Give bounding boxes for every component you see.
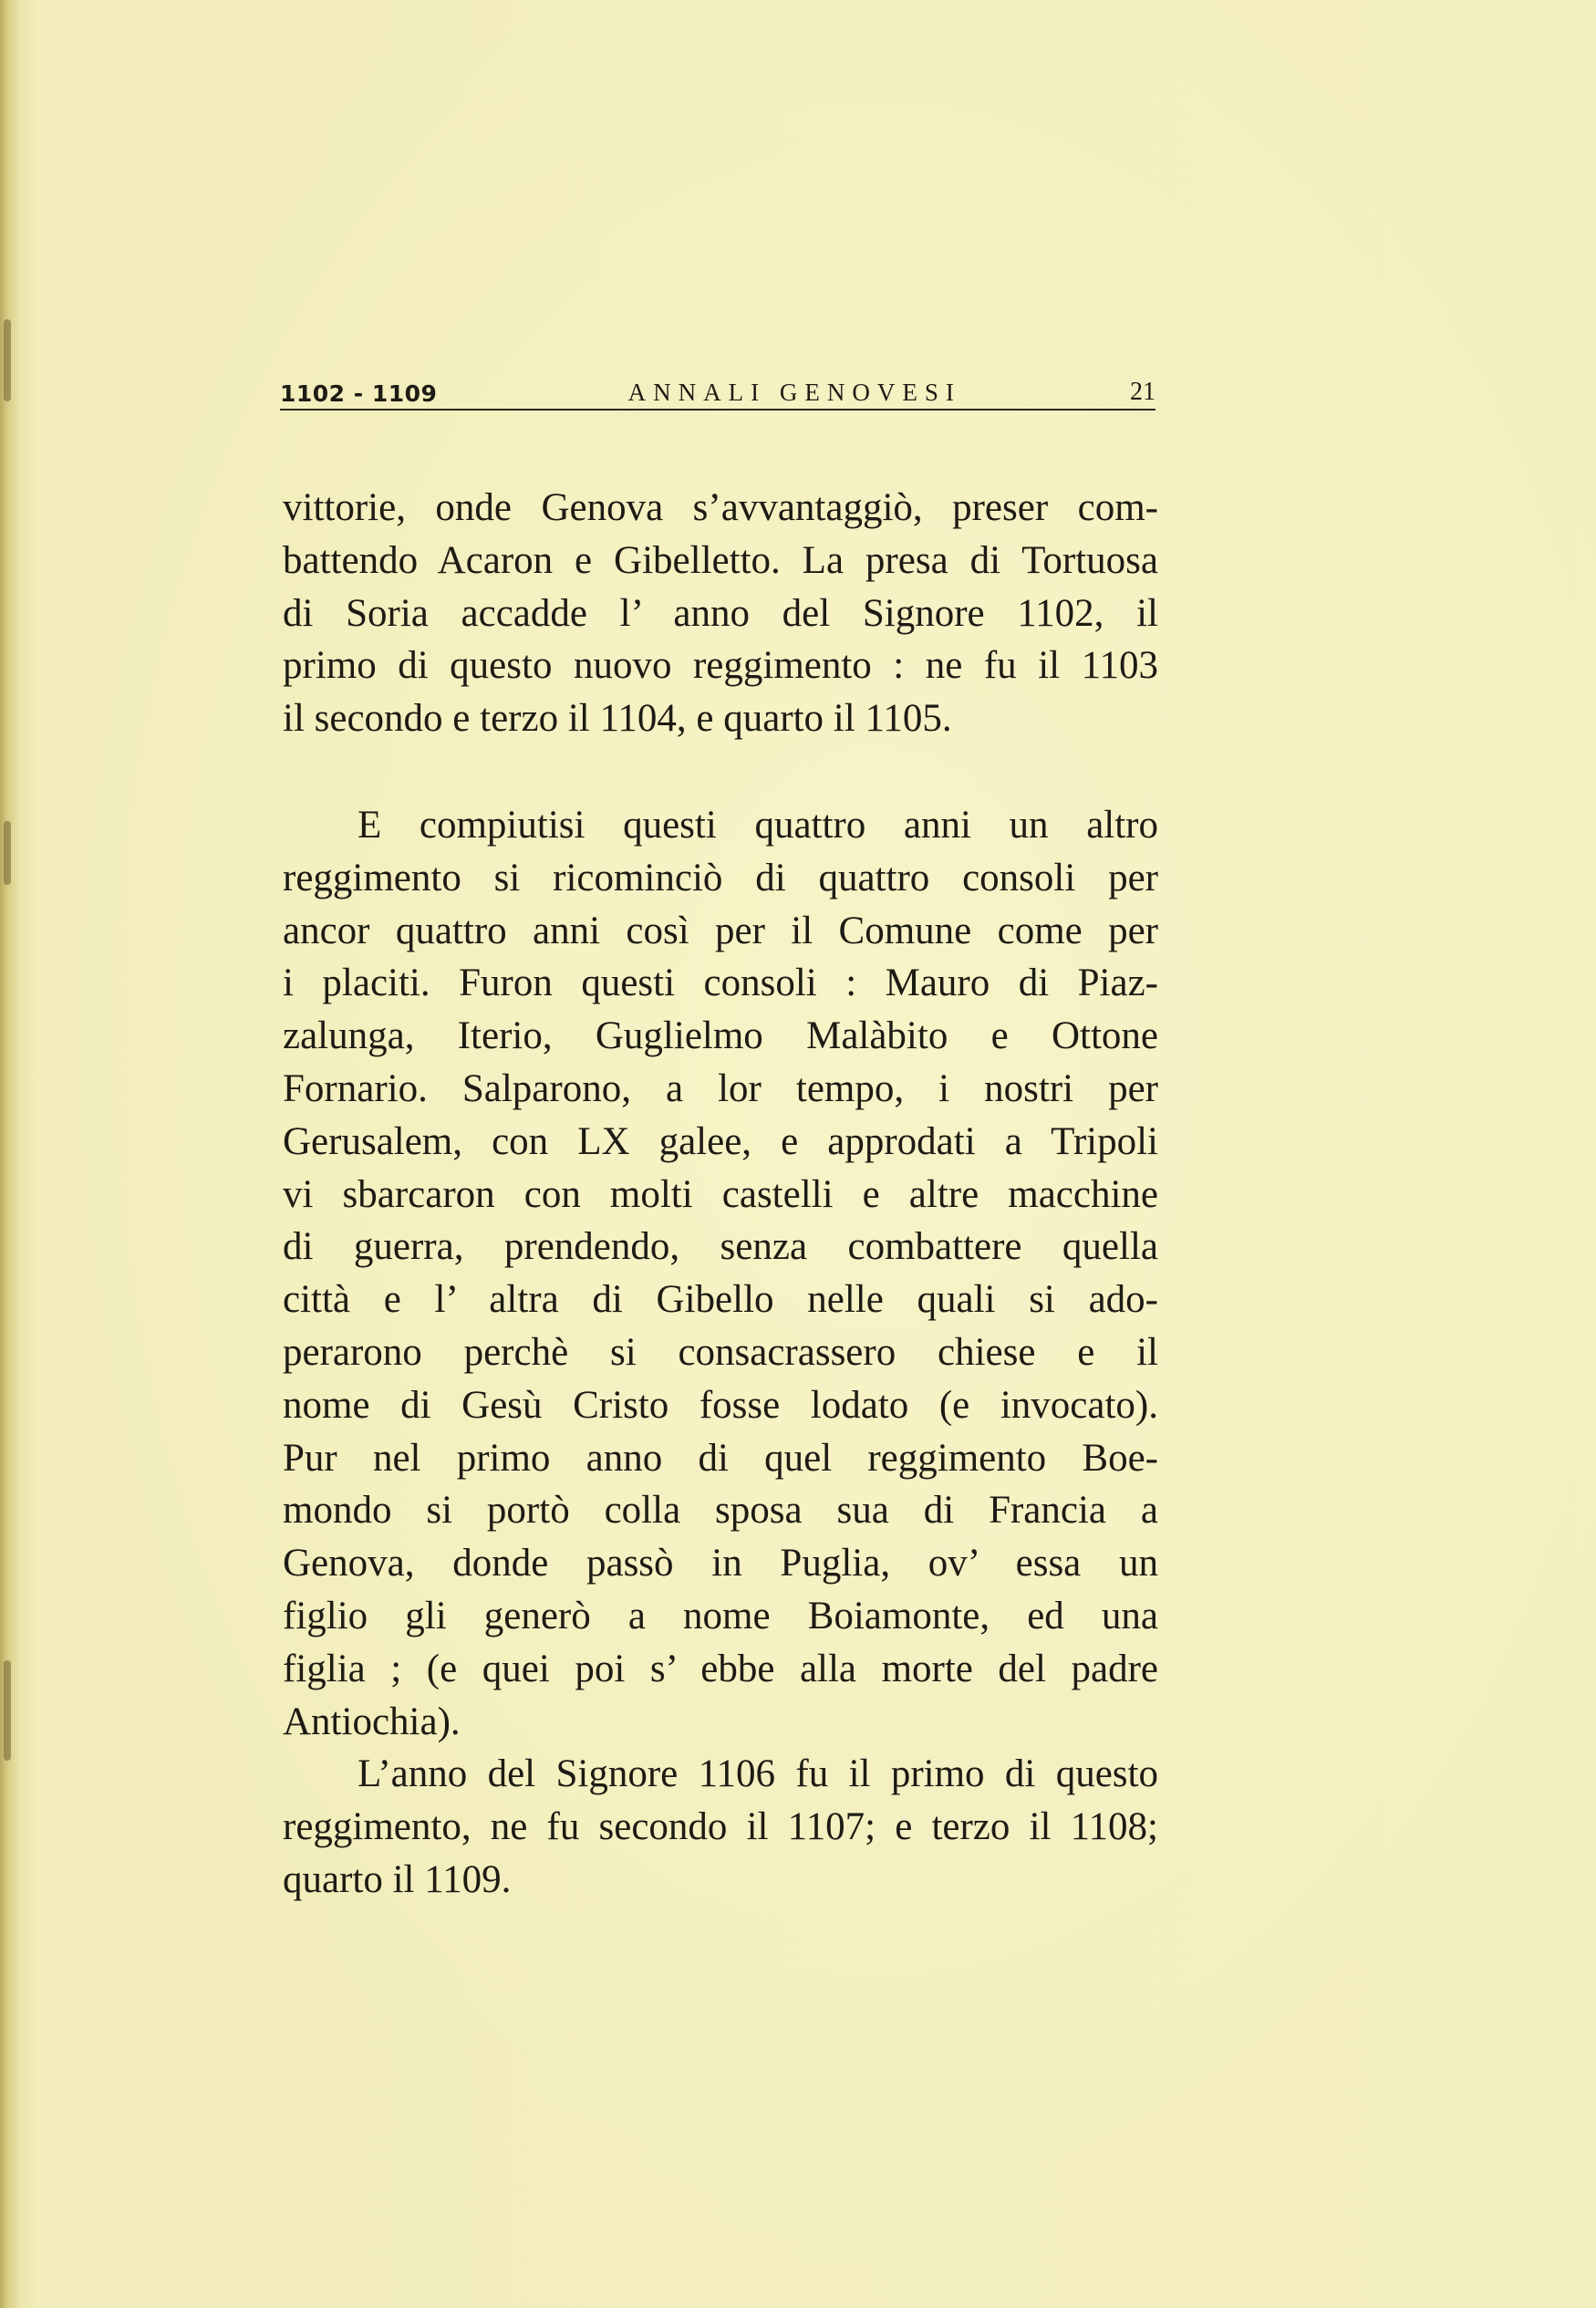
paragraph-3 (283, 1748, 1158, 1906)
text-line: primo di questo nuovo reggimento : ne fu il 1103 (283, 644, 1158, 688)
text-line: Genova, donde passò in Puglia, ov’ essa un (283, 1542, 1158, 1585)
binding-stitch (4, 821, 11, 885)
text-line: mondo si portò colla sposa sua di Francia a (283, 1489, 1158, 1533)
text-line: battendo Acaron e Gibelletto. La presa di Tortuosa (283, 538, 1158, 582)
text-line: di Soria accadde l’ anno del Signore 1102, il (283, 591, 1158, 635)
running-head (280, 361, 1156, 407)
text-line: Antiochia). (283, 1700, 461, 1743)
text-line: di guerra, prendendo, senza combattere quella (283, 1225, 1158, 1269)
text-line: ancor quattro anni così per il Comune come per (283, 909, 1158, 952)
text-line: figlio gli generò a nome Boiamonte, ed una (283, 1594, 1158, 1637)
text-line: reggimento si ricominciò di quattro consoli per (283, 856, 1158, 899)
text-line: perarono perchè si consacrassero chiese e il (283, 1330, 1158, 1374)
text-line: il secondo e terzo il 1104, e quarto il 1105. (283, 697, 952, 741)
text-line: Fornario. Salparono, a lor tempo, i nostri per (283, 1066, 1158, 1110)
text-line: città e l’ altra di Gibello nelle quali si ado- (283, 1278, 1158, 1322)
text-line: Pur nel primo anno di quel reggimento Boe- (283, 1436, 1158, 1480)
text-line: quarto il 1109. (283, 1857, 512, 1901)
text-line: nome di Gesù Cristo fosse lodato (e invocato). (283, 1383, 1158, 1427)
header-rule (280, 409, 1156, 411)
text-line: figlia ; (e quei poi s’ ebbe alla morte del padre (283, 1647, 1158, 1690)
running-head-title: ANNALI GENOVESI (627, 379, 961, 406)
text-line: L’anno del Signore 1106 fu il primo di questo (358, 1752, 1158, 1796)
text-line: Gerusalem, con LX galee, e approdati a Tripoli (283, 1119, 1158, 1163)
paragraph-1 (283, 482, 1158, 745)
text-line: i placiti. Furon questi consoli : Mauro di Piaz- (283, 962, 1158, 1005)
text-line: E compiutisi questi quattro anni un altro (358, 803, 1158, 847)
body-text (283, 482, 1158, 1907)
text-line: vi sbarcaron con molti castelli e altre macchine (283, 1172, 1158, 1216)
page-number: 21 (1129, 378, 1156, 406)
text-line: vittorie, onde Genova s’avvantaggiò, preser com- (283, 486, 1158, 529)
running-head-years: 1102 - 1109 (280, 380, 438, 407)
text-line: zalunga, Iterio, Guglielmo Malàbito e Ottone (283, 1014, 1158, 1058)
paragraph-2 (283, 799, 1158, 1748)
binding-stitch (4, 319, 11, 401)
binding-stitch (4, 1660, 11, 1761)
text-line: reggimento, ne fu secondo il 1107; e terzo il 1108; (283, 1805, 1158, 1849)
